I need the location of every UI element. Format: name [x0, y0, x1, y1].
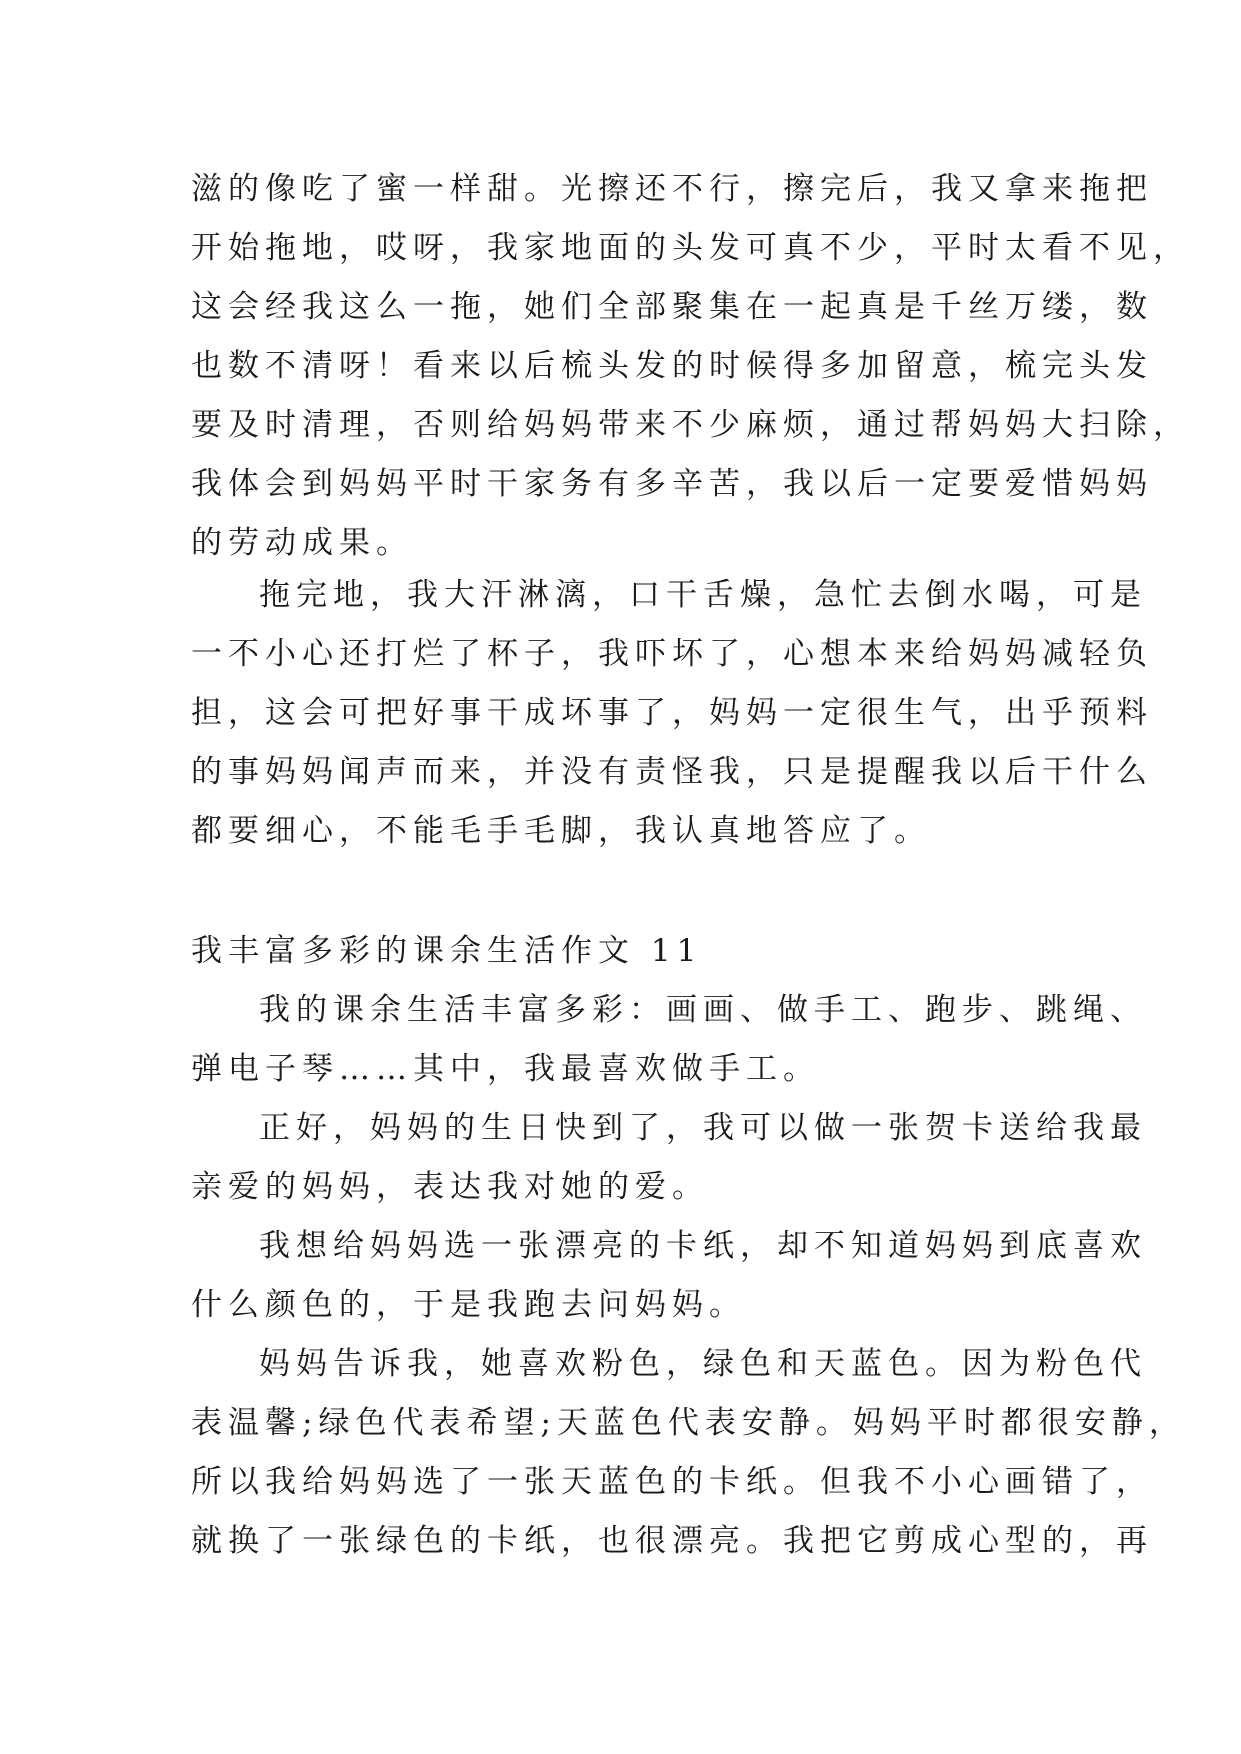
text-line: 要及时清理，否则给妈妈带来不少麻烦，通过帮妈妈大扫除， — [191, 407, 1190, 443]
text-line: 滋的像吃了蜜一样甜。光擦还不行，擦完后，我又拿来拖把 — [191, 171, 1153, 207]
text-line: 什么颜色的，于是我跑去问妈妈。 — [191, 1287, 746, 1323]
text-line: 弹电子琴……其中，我最喜欢做手工。 — [191, 1051, 820, 1087]
text-line: 担，这会可把好事干成坏事了，妈妈一定很生气，出乎预料 — [191, 695, 1153, 731]
text-line: 妈妈告诉我，她喜欢粉色，绿色和天蓝色。因为粉色代 — [259, 1346, 1147, 1382]
text-line: 表温馨;绿色代表希望;天蓝色代表安静。妈妈平时都很安静， — [191, 1405, 1186, 1441]
text-line: 我的课余生活丰富多彩：画画、做手工、跑步、跳绳、 — [259, 992, 1147, 1028]
text-line: 亲爱的妈妈，表达我对她的爱。 — [191, 1169, 709, 1205]
text-line: 我想给妈妈选一张漂亮的卡纸，却不知道妈妈到底喜欢 — [259, 1228, 1147, 1264]
text-line: 所以我给妈妈选了一张天蓝色的卡纸。但我不小心画错了， — [191, 1464, 1153, 1500]
text-line: 这会经我这么一拖，她们全部聚集在一起真是千丝万缕，数 — [191, 289, 1153, 325]
text-line: 正好，妈妈的生日快到了，我可以做一张贺卡送给我最 — [259, 1110, 1147, 1146]
text-line: 一不小心还打烂了杯子，我吓坏了，心想本来给妈妈减轻负 — [191, 636, 1153, 672]
paragraph-broken-cup — [191, 566, 1153, 861]
text-line: 我体会到妈妈平时干家务有多辛苦，我以后一定要爱惜妈妈 — [191, 466, 1153, 502]
paragraph-cleaning — [191, 160, 1190, 573]
text-line: 都要细心，不能毛手毛脚，我认真地答应了。 — [191, 813, 931, 849]
text-line: 也数不清呀！看来以后梳头发的时候得多加留意，梳完头发 — [191, 348, 1153, 384]
text-line: 就换了一张绿色的卡纸，也很漂亮。我把它剪成心型的，再 — [191, 1523, 1153, 1559]
essay-title: 我丰富多彩的课余生活作文 11 — [191, 933, 703, 969]
text-line: 的事妈妈闻声而来，并没有责怪我，只是提醒我以后干什么 — [191, 754, 1153, 790]
text-line: 的劳动成果。 — [191, 525, 413, 561]
text-line: 拖完地，我大汗淋漓，口干舌燥，急忙去倒水喝，可是 — [259, 577, 1147, 613]
essay-heading — [191, 922, 1071, 981]
text-line: 开始拖地，哎呀，我家地面的头发可真不少，平时太看不见， — [191, 230, 1190, 266]
essay-body — [191, 981, 1186, 1571]
